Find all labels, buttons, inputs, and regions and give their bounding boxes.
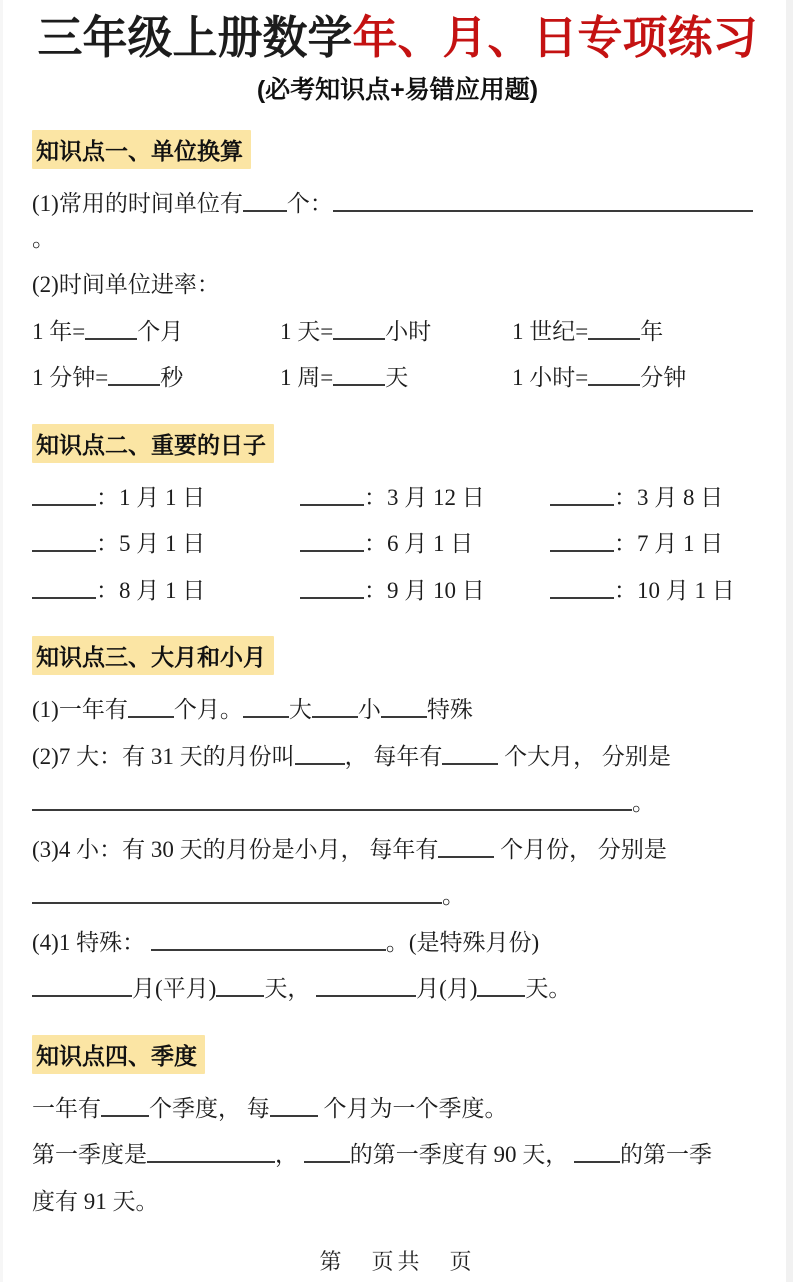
page-title [32, 10, 763, 66]
worksheet-row-cell [32, 361, 280, 396]
page-edge-right [786, 0, 793, 1282]
text-segment: 1 周= [280, 365, 334, 391]
fill-blank [304, 1159, 350, 1163]
text-segment: 大 [288, 697, 312, 723]
text-segment: 。(是特殊月份) [385, 929, 540, 955]
worksheet-line [32, 1185, 763, 1220]
text-segment: 1 天= [280, 318, 334, 344]
section-heading: 知识点一、单位换算 [32, 130, 251, 169]
text-segment: 天 [385, 365, 409, 391]
section-heading: 知识点四、季度 [32, 1035, 205, 1074]
worksheet-line [32, 740, 763, 775]
worksheet-row [32, 481, 763, 516]
worksheet-line [32, 879, 763, 914]
page-footer: 第 页共 页 [319, 1249, 476, 1275]
worksheet-row [32, 361, 763, 396]
fill-blank [316, 993, 416, 997]
fill-blank [108, 382, 160, 386]
text-segment: ， 每年有 [344, 743, 443, 769]
fill-blank [128, 714, 174, 718]
text-segment: 天， [264, 976, 317, 1002]
worksheet-line [32, 693, 763, 728]
fill-blank [300, 502, 364, 506]
text-segment: 个月 [137, 318, 184, 344]
knowledge-point-section-1 [32, 114, 763, 396]
worksheet-row-cell [32, 315, 280, 350]
text-segment: 个： [286, 191, 333, 217]
text-segment: ：5 月 1 日 [96, 531, 206, 557]
text-segment: 月(平月) [132, 976, 217, 1002]
fill-blank [381, 714, 427, 718]
text-segment: 1 小时= [512, 365, 589, 391]
fill-blank [32, 993, 132, 997]
worksheet-row-cell [512, 361, 763, 396]
fill-blank [32, 548, 96, 552]
fill-blank [438, 854, 494, 858]
section-heading: 知识点三、大月和小月 [32, 636, 274, 675]
worksheet-row-cell [32, 527, 300, 562]
text-segment: 年 [640, 318, 664, 344]
text-segment: 秒 [160, 365, 184, 391]
fill-blank [550, 595, 614, 599]
text-segment: 个月。 [173, 697, 243, 723]
text-segment: 一年有 [32, 1095, 101, 1121]
worksheet-row-cell [300, 527, 550, 562]
text-segment: 个月为一个季度。 [317, 1095, 508, 1121]
text-segment: 小 [357, 697, 381, 723]
fill-blank [32, 595, 96, 599]
fill-blank [333, 208, 753, 212]
fill-blank [101, 1113, 149, 1117]
text-segment: 个大月， 分别是 [498, 743, 671, 769]
worksheet-row [32, 574, 763, 609]
text-segment: 个月份， 分别是 [494, 836, 667, 862]
text-segment: ：3 月 8 日 [614, 484, 724, 510]
text-segment: ：9 月 10 日 [364, 577, 485, 603]
text-segment: (1)常用的时间单位有 [32, 191, 243, 217]
text-segment: 天。 [525, 976, 572, 1002]
worksheet-line [32, 833, 763, 868]
worksheet-row [32, 315, 763, 350]
text-segment: ：10 月 1 日 [614, 577, 735, 603]
fill-blank [243, 208, 287, 212]
worksheet-line [32, 1138, 763, 1173]
knowledge-point-section-3 [32, 620, 763, 1007]
text-segment: (1)一年有 [32, 697, 128, 723]
fill-blank [312, 714, 358, 718]
text-segment: ：7 月 1 日 [614, 531, 724, 557]
text-segment: 。 [632, 790, 655, 816]
text-segment: 特殊 [426, 697, 473, 723]
fill-blank [333, 336, 385, 340]
text-segment: ：3 月 12 日 [364, 484, 485, 510]
fill-blank [243, 714, 289, 718]
section-heading: 知识点二、重要的日子 [32, 424, 274, 463]
fill-blank [85, 336, 137, 340]
fill-blank [574, 1159, 620, 1163]
worksheet-row-cell [550, 574, 763, 609]
knowledge-point-section-4 [32, 1019, 763, 1220]
text-segment: ：1 月 1 日 [96, 484, 206, 510]
text-segment: 。 [442, 883, 465, 909]
fill-blank [550, 502, 614, 506]
worksheet-row-cell [32, 481, 300, 516]
text-segment: (4)1 特殊： [32, 929, 151, 955]
worksheet-line [32, 1092, 763, 1127]
worksheet-line [32, 187, 763, 256]
text-segment: 1 世纪= [512, 318, 589, 344]
fill-blank [32, 502, 96, 506]
fill-blank [588, 382, 640, 386]
fill-blank [333, 382, 385, 386]
worksheet-row-cell [550, 481, 763, 516]
text-segment: 1 年= [32, 318, 86, 344]
text-segment: 小时 [385, 318, 432, 344]
fill-blank [216, 993, 264, 997]
worksheet-row-cell [300, 481, 550, 516]
page-title-black: 三年级上册数学 [37, 12, 353, 63]
text-segment: 的第一季度有 90 天， [349, 1142, 574, 1168]
worksheet-row-cell [280, 315, 512, 350]
fill-blank [147, 1159, 275, 1163]
worksheet-row-cell [32, 574, 300, 609]
worksheet-row [32, 527, 763, 562]
text-segment: 月(月) [416, 976, 478, 1002]
worksheet-line [32, 786, 763, 821]
fill-blank [300, 548, 364, 552]
text-segment: 的第一季 [620, 1142, 712, 1168]
fill-blank [442, 761, 498, 765]
text-segment: 第一季度是 [32, 1142, 147, 1168]
fill-blank [32, 807, 632, 811]
worksheet-row-cell [280, 361, 512, 396]
worksheet-row-cell [300, 574, 550, 609]
worksheet-line [32, 926, 763, 961]
text-segment: 个季度， 每 [149, 1095, 270, 1121]
text-segment: ：6 月 1 日 [364, 531, 474, 557]
fill-blank [300, 595, 364, 599]
page-edge-left [0, 0, 3, 1282]
worksheet-row-cell [550, 527, 763, 562]
worksheet-row-cell [512, 315, 763, 350]
knowledge-point-section-2 [32, 408, 763, 609]
worksheet-line [32, 268, 763, 303]
fill-blank [32, 900, 442, 904]
text-segment: ：8 月 1 日 [96, 577, 206, 603]
fill-blank [588, 336, 640, 340]
fill-blank [151, 947, 386, 951]
fill-blank [295, 761, 345, 765]
fill-blank [270, 1113, 318, 1117]
fill-blank [477, 993, 525, 997]
worksheet-line [32, 972, 763, 1007]
text-segment: (2)7 大：有 31 天的月份叫 [32, 743, 295, 769]
text-segment: (2)时间单位进率： [32, 272, 220, 298]
text-segment: 。 [32, 225, 55, 251]
page-subtitle: (必考知识点+易错应用题) [256, 76, 539, 105]
text-segment: (3)4 小：有 30 天的月份是小月， 每年有 [32, 836, 439, 862]
page-title-red: 年、月、日专项练习 [352, 12, 758, 63]
text-segment: ， [275, 1142, 304, 1168]
text-segment: 分钟 [640, 365, 687, 391]
fill-blank [550, 548, 614, 552]
text-segment: 1 分钟= [32, 365, 109, 391]
text-segment: 度有 91 天。 [32, 1188, 159, 1214]
worksheet-body [32, 114, 763, 1219]
